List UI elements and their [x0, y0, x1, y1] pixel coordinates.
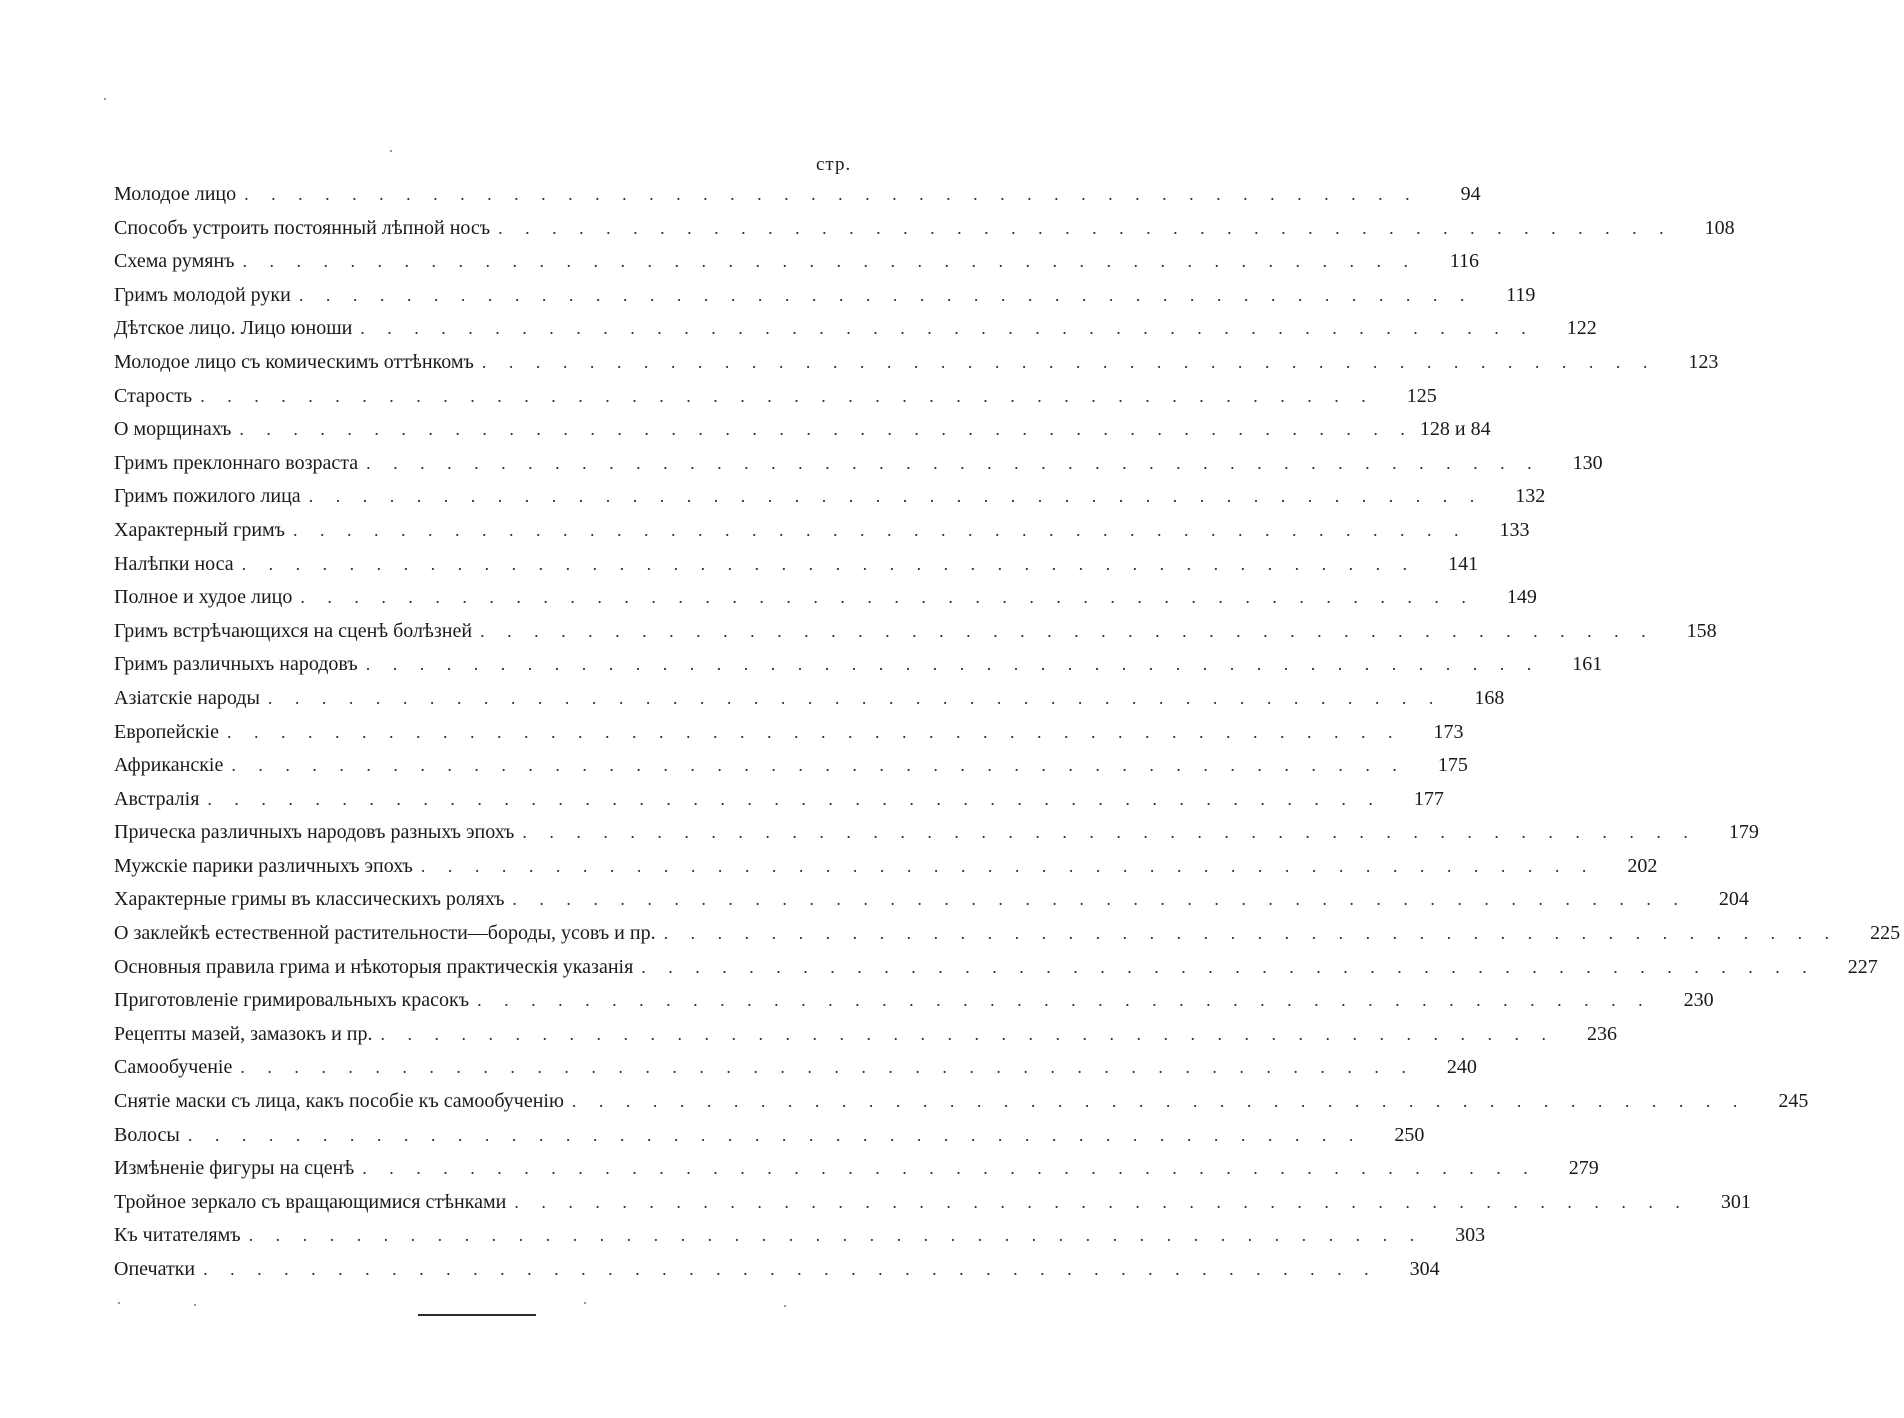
toc-entry	[114, 850, 1658, 884]
toc-entry-page: 202	[1627, 854, 1658, 877]
toc-entry-page: 125	[1406, 384, 1437, 407]
toc-entry	[114, 178, 1481, 212]
toc-entry	[114, 312, 1597, 346]
toc-entry-title: Опечатки	[114, 1258, 196, 1280]
toc-entry	[114, 212, 1735, 246]
toc-entry	[114, 480, 1546, 514]
toc-entry	[114, 917, 1901, 951]
toc-entry-page: 175	[1437, 754, 1468, 777]
toc-entry-page: 227	[1847, 955, 1878, 978]
toc-entry-page: 230	[1683, 989, 1714, 1012]
dot-leader: . . . . . . . . . . . . . . . . . . . . . . . . . . . . . . . . . . . . . . . . . . . .	[477, 990, 1652, 1011]
toc-entry-title: Европейскіе	[114, 720, 219, 743]
toc-entry-page: 128 и 84	[1419, 418, 1491, 441]
toc-entry	[114, 245, 1479, 279]
toc-entry-page: 179	[1728, 821, 1759, 844]
toc-entry-title: Африканскіе	[114, 754, 224, 777]
toc-entry	[114, 380, 1437, 414]
toc-entry-page: 225	[1870, 922, 1901, 945]
paper-speck	[118, 1302, 120, 1304]
toc-entry-page: 240	[1446, 1056, 1477, 1079]
dot-leader: . . . . . . . . . . . . . . . . . . . . . . . . . . . . . . . . . . . . . . . . . . . .	[203, 1259, 1378, 1279]
toc-entry-title: Снятіе маски съ лица, какъ пособіе къ самообученію	[114, 1090, 564, 1113]
toc-entry-title: Самообученіе	[114, 1056, 233, 1079]
toc-entry	[114, 951, 1878, 985]
dot-leader: . . . . . . . . . . . . . . . . . . . . . . . . . . . . . . . . . . . . . . . . . . . .	[420, 855, 1596, 876]
toc-entry-title: О заклейкѣ естественной растительности—бороды, усовъ и пр.	[114, 922, 656, 945]
toc-entry-page: 130	[1572, 451, 1603, 474]
toc-entry-page: 250	[1394, 1123, 1425, 1146]
toc-entry	[114, 783, 1444, 817]
toc-entry-title: Схема румянъ	[114, 250, 235, 273]
toc-entry	[114, 581, 1537, 615]
toc-entry-title: Азіатскіе народы	[114, 686, 260, 709]
toc-entry-page: 132	[1515, 485, 1546, 508]
toc-entry-page: 279	[1568, 1157, 1599, 1180]
toc-entry-title: Австралія	[114, 787, 200, 810]
dot-leader: . . . . . . . . . . . . . . . . . . . . . . . . . . . . . . . . . . . . . . . . . . . .	[293, 519, 1468, 540]
toc-entry-page: 149	[1506, 586, 1537, 609]
dot-leader: . . . . . . . . . . . . . . . . . . . . . . . . . . . . . . . . . . . . . . . . . . . .	[571, 1091, 1747, 1112]
toc-entry-page: 119	[1506, 283, 1536, 306]
dot-leader: . . . . . . . . . . . . . . . . . . . . . . . . . . . . . . . . . . . . . . . . . . . .	[244, 184, 1419, 204]
toc-entry-title: Полное и худое лицо	[114, 586, 293, 609]
toc-entry-page: 304	[1409, 1258, 1440, 1280]
toc-entry	[114, 1186, 1751, 1220]
toc-entry-page: 177	[1413, 787, 1444, 810]
toc-entry	[114, 984, 1714, 1018]
toc-entry	[114, 1152, 1599, 1186]
dot-leader: . . . . . . . . . . . . . . . . . . . . . . . . . . . . . . . . . . . . . . . . . . . .	[522, 822, 1697, 843]
dot-leader: . . . . . . . . . . . . . . . . . . . . . . . . . . . . . . . . . . . . . . . . . . . .	[481, 351, 1657, 372]
toc-entry-title: Гримъ встрѣчающихся на сценѣ болѣзней	[114, 619, 473, 642]
dot-leader: . . . . . . . . . . . . . . . . . . . . . . . . . . . . . . . . . . . . . . . . . . . .	[207, 788, 1382, 809]
dot-leader: . . . . . . . . . . . . . . . . . . . . . . . . . . . . . . . . . . . . . . . . . . . .	[298, 284, 1474, 305]
toc-entry-page: 168	[1474, 686, 1505, 709]
dot-leader: . . . . . . . . . . . . . . . . . . . . . . . . . . . . . . . . . . . . . . . . . . . .	[231, 755, 1406, 776]
toc-entry	[114, 1085, 1809, 1119]
dot-leader: . . . . . . . . . . . . . . . . . . . . . . . . . . . . . . . . . . . . . . . . . . . .	[514, 1191, 1689, 1212]
dot-leader: . . . . . . . . . . . . . . . . . . . . . . . . . . . . . . . . . . . . . . . . . . . .	[366, 452, 1541, 473]
dot-leader: . . . . . . . . . . . . . . . . . . . . . . . . . . . . . . . . . . . . . . . . . . . .	[239, 419, 1414, 440]
toc-entry-title: Налѣпки носа	[114, 552, 234, 575]
toc-entry	[114, 548, 1479, 582]
toc-entry-page: 301	[1720, 1190, 1751, 1213]
toc-entry-title: Измѣненіе фигуры на сценѣ	[114, 1157, 355, 1180]
toc-entry-title: Приготовленіе гримировальныхъ красокъ	[114, 989, 470, 1012]
toc-entry-title: Мужскіе парики различныхъ эпохъ	[114, 854, 413, 877]
toc-entry-page: 236	[1587, 1022, 1617, 1045]
toc-entry-title: Молодое лицо	[114, 183, 237, 205]
toc-entry-title: Старость	[114, 384, 193, 407]
dot-leader: . . . . . . . . . . . . . . . . . . . . . . . . . . . . . . . . . . . . . . . . . . . .	[200, 385, 1375, 406]
toc-entry-page: 133	[1499, 518, 1530, 541]
end-rule	[418, 1314, 536, 1316]
toc-entry-title: Дѣтское лицо. Лицо юноши	[114, 317, 353, 340]
toc-entry-page: 245	[1778, 1090, 1809, 1113]
toc-entry	[114, 413, 1491, 447]
toc-entry-title: О морщинахъ	[114, 418, 232, 441]
toc-entry	[114, 749, 1468, 783]
dot-leader: . . . . . . . . . . . . . . . . . . . . . . . . . . . . . . . . . . . . . . . . . . . .	[300, 587, 1475, 608]
toc-entry-title: Молодое лицо съ комическимъ оттѣнкомъ	[114, 350, 474, 373]
dot-leader: . . . . . . . . . . . . . . . . . . . . . . . . . . . . . . . . . . . . . . . . . . . .	[641, 956, 1816, 977]
toc-entry	[114, 1051, 1477, 1085]
dot-leader: . . . . . . . . . . . . . . . . . . . . . . . . . . . . . . . . . . . . . . . . . . . .	[242, 251, 1417, 272]
toc-entry-title: Къ читателямъ	[114, 1224, 241, 1247]
table-of-contents	[114, 178, 1901, 1287]
dot-leader: . . . . . . . . . . . . . . . . . . . . . . . . . . . . . . . . . . . . . . . . . . . .	[226, 721, 1402, 742]
toc-entry-title: Гримъ пожилого лица	[114, 485, 301, 508]
toc-entry	[114, 1253, 1440, 1287]
toc-entry	[114, 648, 1603, 682]
toc-entry	[114, 1018, 1617, 1052]
toc-entry-title: Основныя правила грима и нѣкоторыя практическія указанія	[114, 955, 634, 978]
toc-entry-page: 123	[1688, 350, 1719, 373]
dot-leader: . . . . . . . . . . . . . . . . . . . . . . . . . . . . . . . . . . . . . . . . . . . .	[512, 889, 1687, 910]
dot-leader: . . . . . . . . . . . . . . . . . . . . . . . . . . . . . . . . . . . . . . . . . . . .	[380, 1023, 1555, 1044]
toc-entry-page: 94	[1460, 183, 1481, 205]
toc-entry-title: Прическа различныхъ народовъ разныхъ эпохъ	[114, 821, 515, 844]
dot-leader: . . . . . . . . . . . . . . . . . . . . . . . . . . . . . . . . . . . . . . . . . . . .	[360, 318, 1535, 339]
dot-leader: . . . . . . . . . . . . . . . . . . . . . . . . . . . . . . . . . . . . . . . . . . . .	[241, 553, 1417, 574]
toc-entry-title: Волосы	[114, 1123, 180, 1146]
page-column-header: стр.	[816, 154, 852, 175]
toc-entry-title: Гримъ молодой руки	[114, 283, 291, 306]
toc-entry-page: 173	[1433, 720, 1464, 743]
toc-entry-title: Рецепты мазей, замазокъ и пр.	[114, 1022, 373, 1045]
toc-entry	[114, 447, 1603, 481]
dot-leader: . . . . . . . . . . . . . . . . . . . . . . . . . . . . . . . . . . . . . . . . . . . .	[365, 654, 1541, 675]
toc-entry-page: 161	[1572, 653, 1603, 676]
toc-entry-page: 303	[1455, 1224, 1486, 1247]
toc-entry	[114, 279, 1536, 313]
toc-entry-page: 204	[1718, 888, 1749, 911]
dot-leader: . . . . . . . . . . . . . . . . . . . . . . . . . . . . . . . . . . . . . . . . . . . .	[248, 1225, 1424, 1246]
toc-entry-title: Способъ устроить постоянный лѣпной носъ	[114, 216, 491, 239]
toc-entry	[114, 346, 1719, 380]
dot-leader: . . . . . . . . . . . . . . . . . . . . . . . . . . . . . . . . . . . . . . . . . . . .	[362, 1158, 1537, 1179]
toc-entry	[114, 615, 1717, 649]
toc-entry	[114, 816, 1759, 850]
paper-speck	[194, 1304, 196, 1306]
toc-entry	[114, 514, 1530, 548]
toc-entry-title: Характерный гримъ	[114, 518, 286, 541]
toc-entry-title: Тройное зеркало съ вращающимися стѣнками	[114, 1190, 507, 1213]
toc-entry-title: Гримъ различныхъ народовъ	[114, 653, 358, 676]
paper-speck	[584, 1302, 586, 1304]
toc-entry-title: Характерные гримы въ классическихъ роляхъ	[114, 888, 505, 911]
dot-leader: . . . . . . . . . . . . . . . . . . . . . . . . . . . . . . . . . . . . . . . . . . . .	[267, 687, 1443, 708]
dot-leader: . . . . . . . . . . . . . . . . . . . . . . . . . . . . . . . . . . . . . . . . . . . .	[498, 217, 1673, 238]
paper-speck	[390, 150, 392, 152]
toc-entry	[114, 716, 1464, 750]
toc-entry	[114, 682, 1505, 716]
toc-entry-title: Гримъ преклоннаго возраста	[114, 451, 359, 474]
toc-entry-page: 116	[1449, 250, 1479, 273]
paper-speck	[784, 1305, 786, 1307]
dot-leader: . . . . . . . . . . . . . . . . . . . . . . . . . . . . . . . . . . . . . . . . . . . .	[480, 620, 1655, 641]
toc-entry-page: 108	[1704, 216, 1735, 239]
toc-entry-page: 158	[1686, 619, 1717, 642]
toc-entry	[114, 883, 1749, 917]
dot-leader: . . . . . . . . . . . . . . . . . . . . . . . . . . . . . . . . . . . . . . . . . . . .	[187, 1124, 1363, 1145]
toc-entry	[114, 1219, 1486, 1253]
dot-leader: . . . . . . . . . . . . . . . . . . . . . . . . . . . . . . . . . . . . . . . . . . . .	[308, 486, 1484, 507]
dot-leader: . . . . . . . . . . . . . . . . . . . . . . . . . . . . . . . . . . . . . . . . . . . .	[240, 1057, 1415, 1078]
toc-entry	[114, 1119, 1425, 1153]
dot-leader: . . . . . . . . . . . . . . . . . . . . . . . . . . . . . . . . . . . . . . . . . . . .	[663, 923, 1839, 944]
toc-entry-page: 122	[1566, 317, 1597, 340]
toc-entry-page: 141	[1448, 552, 1479, 575]
paper-speck	[104, 98, 106, 100]
